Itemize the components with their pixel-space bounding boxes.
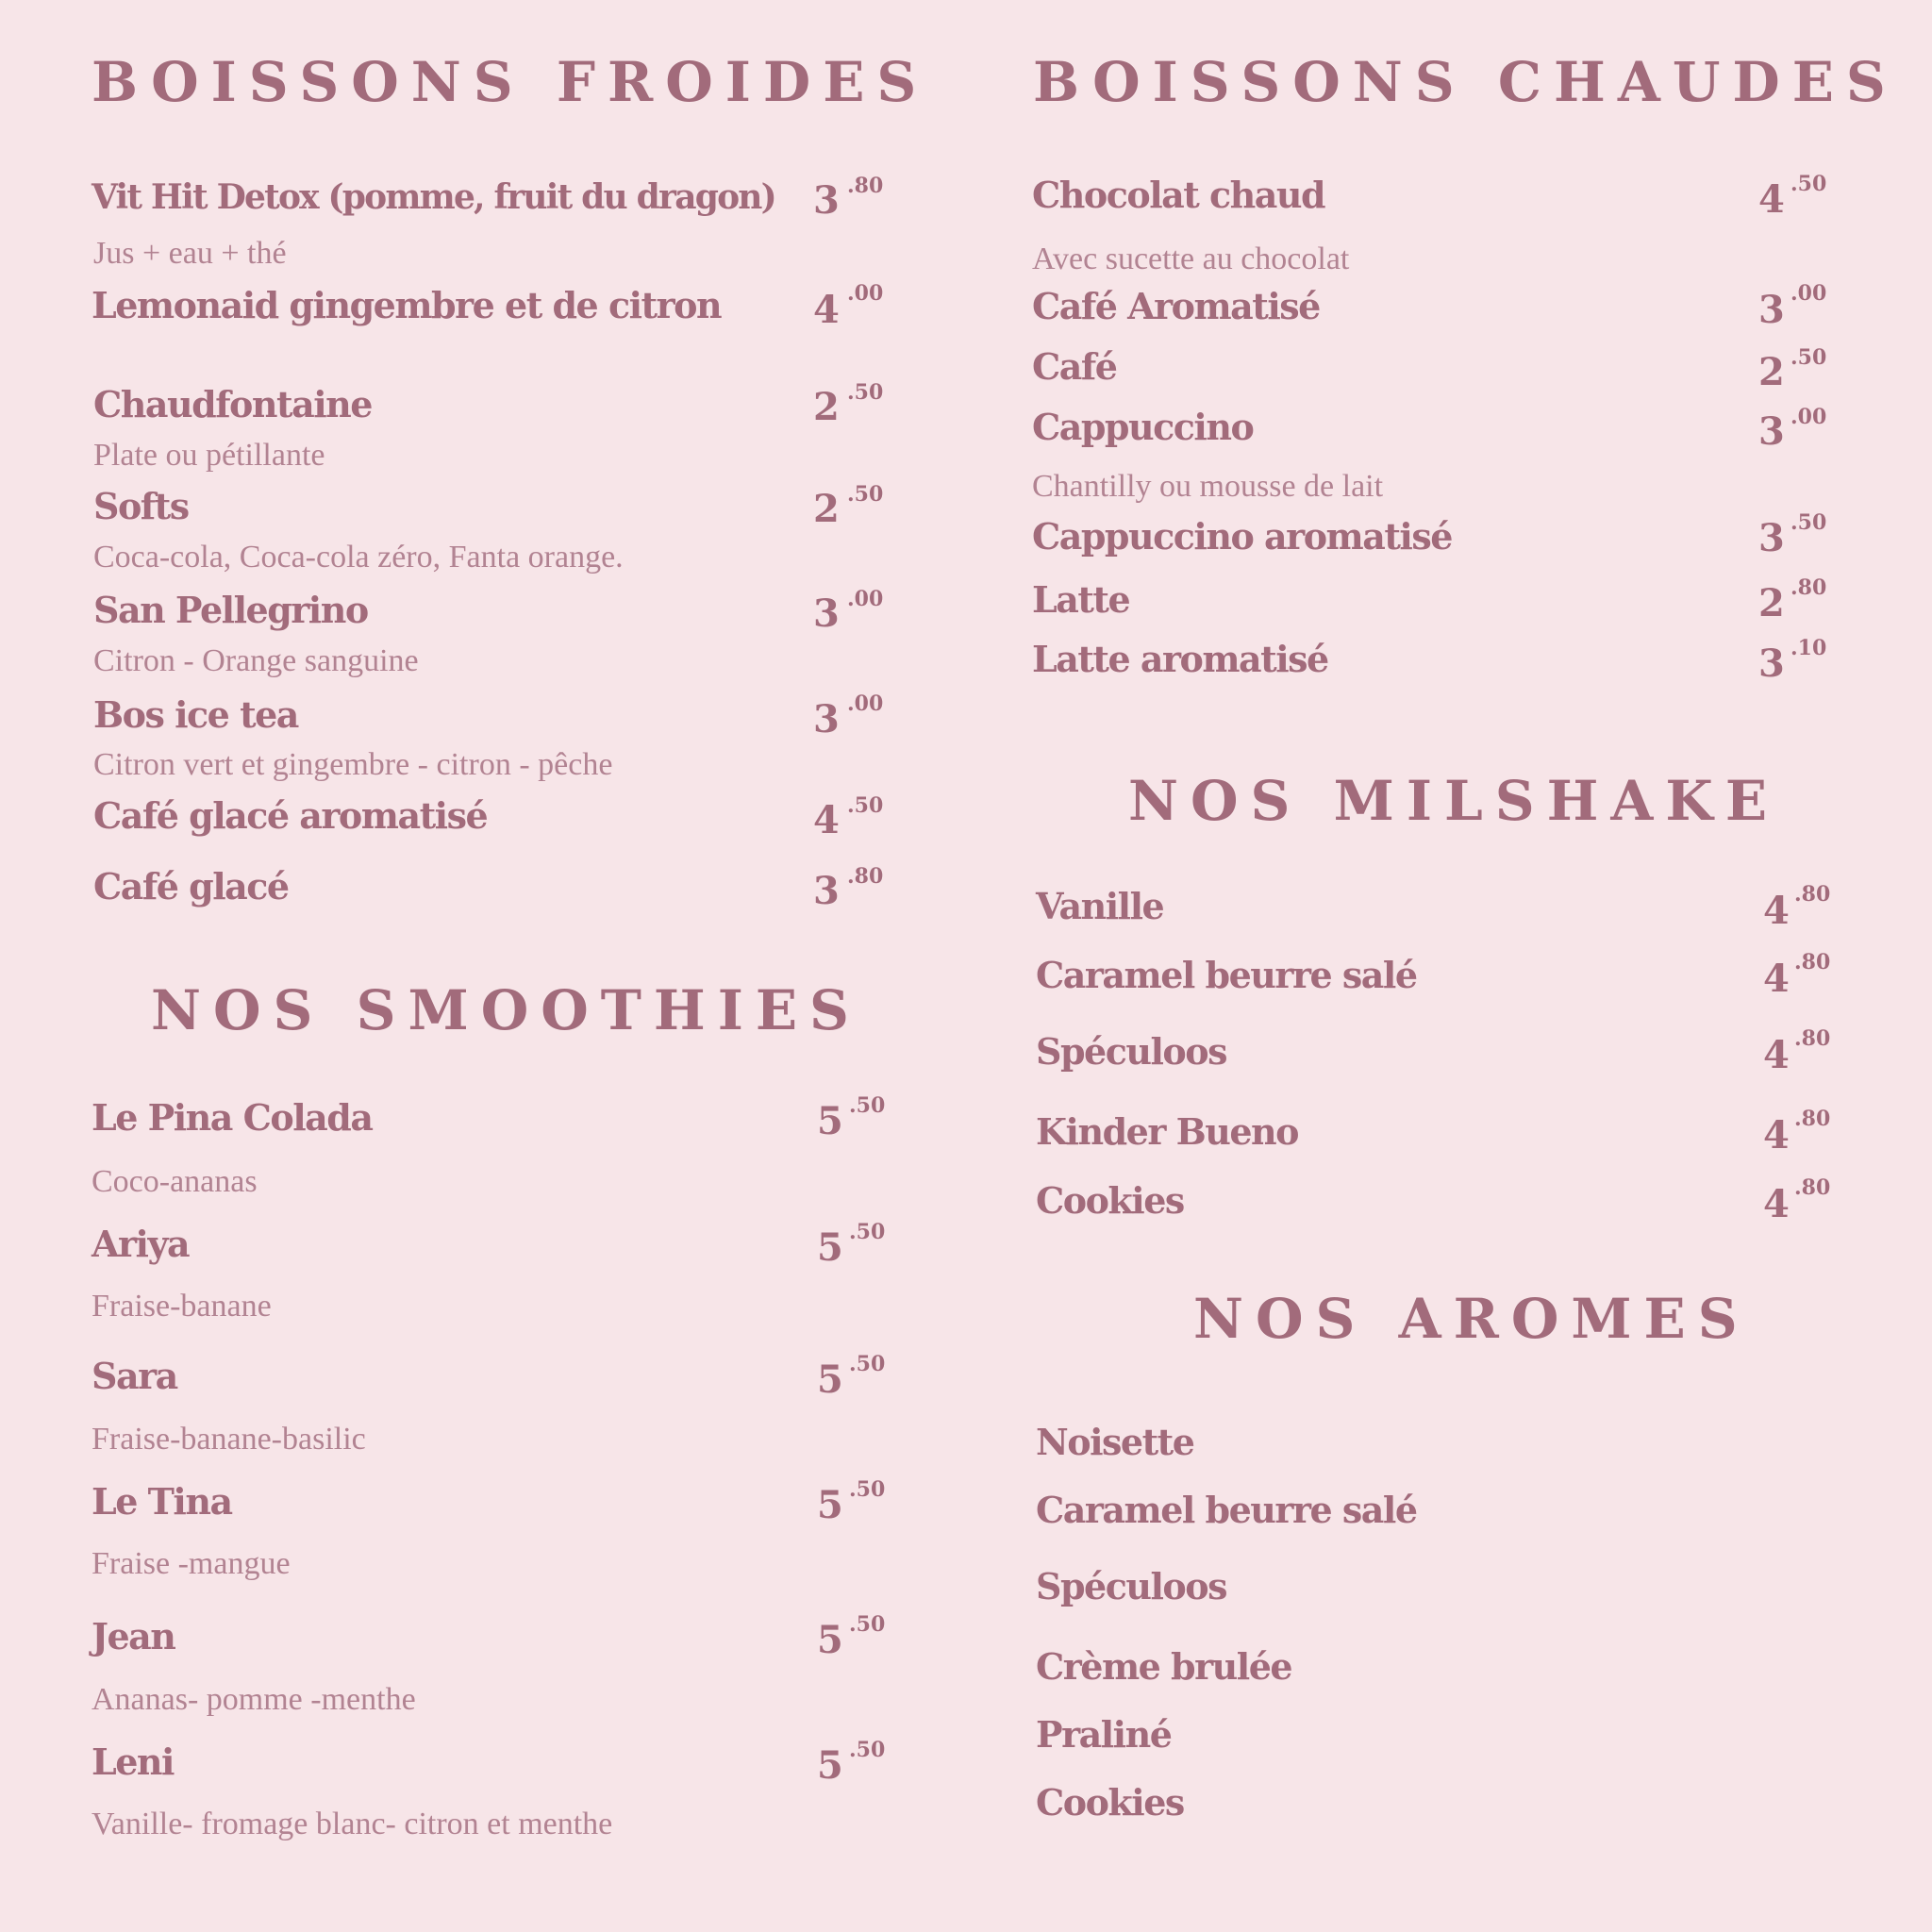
menu-item-name: Le Tina — [92, 1480, 232, 1523]
menu-item-description: Fraise -mangue — [92, 1546, 291, 1581]
section-title-nos-aromes: NOS AROMES — [1193, 1287, 1750, 1351]
menu-item-price: 4 — [1763, 889, 1790, 933]
menu-item-price: 5 — [817, 1225, 843, 1270]
menu-item-price-cents: .80 — [1794, 1175, 1831, 1200]
flavor-item: Noisette — [1036, 1421, 1194, 1463]
menu-item-name: San Pellegrino — [93, 589, 368, 631]
menu-item-price: 3 — [1758, 288, 1785, 332]
menu-item-name: Vit Hit Detox (pomme, fruit du dragon) — [92, 177, 775, 217]
menu-item-name: Cappuccino aromatisé — [1032, 515, 1452, 558]
menu-item-price-cents: .80 — [847, 864, 884, 889]
menu-item-name: Vanille — [1036, 885, 1164, 927]
menu-item-price: 5 — [817, 1618, 843, 1662]
menu-item-price-cents: .50 — [847, 380, 884, 405]
menu-item-name: Leni — [92, 1740, 174, 1783]
menu-item-description: Citron - Orange sanguine — [93, 643, 419, 678]
menu-item-price: 4 — [1763, 1033, 1790, 1077]
section-title-nos-smoothies: NOS SMOOTHIES — [151, 978, 861, 1042]
menu-item-price-cents: .50 — [849, 1352, 886, 1376]
menu-item-price: 5 — [817, 1743, 843, 1788]
menu-item-price: 5 — [817, 1357, 843, 1402]
menu-item-name: Bos ice tea — [93, 693, 298, 736]
menu-item-price: 2 — [813, 487, 840, 531]
menu-item-price: 3 — [813, 869, 840, 913]
menu-item-price-cents: .50 — [849, 1093, 886, 1118]
menu-item-price-cents: .00 — [847, 587, 884, 611]
menu-item-name: Café glacé aromatisé — [93, 794, 488, 837]
menu-item-name: Jean — [92, 1615, 175, 1657]
menu-item-price: 4 — [813, 288, 840, 332]
menu-item-price-cents: .50 — [849, 1220, 886, 1244]
menu-item-name: Cappuccino — [1032, 406, 1254, 448]
menu-item-price-cents: .80 — [1794, 1026, 1831, 1051]
menu-item-price: 4 — [1758, 177, 1785, 222]
menu-item-description: Chantilly ou mousse de lait — [1032, 469, 1384, 504]
menu-item-name: Spéculoos — [1036, 1030, 1226, 1073]
menu-item-name: Kinder Bueno — [1036, 1110, 1298, 1153]
menu-item-name: Le Pina Colada — [92, 1096, 373, 1139]
menu-item-price-cents: .50 — [847, 793, 884, 818]
flavor-item: Crème brulée — [1036, 1645, 1292, 1688]
menu-item-price: 3 — [813, 697, 840, 741]
menu-item-description: Fraise-banane — [92, 1289, 272, 1324]
menu-item-price: 2 — [1758, 581, 1785, 625]
menu-item-name: Café Aromatisé — [1032, 285, 1320, 327]
menu-item-description: Avec sucette au chocolat — [1032, 242, 1350, 276]
menu-item-name: Lemonaid gingembre et de citron — [92, 284, 722, 326]
menu-item-price: 3 — [813, 591, 840, 636]
menu-item-price-cents: .00 — [847, 691, 884, 716]
menu-item-price-cents: .50 — [849, 1477, 886, 1502]
menu-item-description: Coca-cola, Coca-cola zéro, Fanta orange. — [93, 540, 624, 575]
menu-item-description: Plate ou pétillante — [93, 438, 325, 473]
flavor-item: Cookies — [1036, 1781, 1184, 1824]
menu-item-name: Chaudfontaine — [93, 383, 372, 425]
menu-item-price: 5 — [817, 1483, 843, 1527]
menu-item-name: Café glacé — [93, 865, 289, 908]
flavor-item: Praliné — [1036, 1713, 1172, 1756]
menu-item-description: Ananas- pomme -menthe — [92, 1682, 416, 1717]
menu-item-price: 3 — [1758, 516, 1785, 560]
menu-item-price-cents: .00 — [1790, 405, 1827, 429]
menu-item-price-cents: .00 — [847, 281, 884, 306]
menu-item-name: Sara — [92, 1355, 177, 1397]
menu-item-price-cents: .50 — [1790, 510, 1827, 535]
menu-item-price: 5 — [817, 1099, 843, 1143]
flavor-item: Caramel beurre salé — [1036, 1489, 1417, 1531]
menu-item-description: Coco-ananas — [92, 1164, 258, 1199]
menu-item-price-cents: .50 — [847, 482, 884, 507]
menu-item-description: Jus + eau + thé — [93, 236, 287, 271]
menu-item-price-cents: .80 — [1790, 575, 1827, 600]
menu-item-price-cents: .80 — [1794, 1107, 1831, 1131]
menu-item-description: Vanille- fromage blanc- citron et menthe — [92, 1807, 613, 1841]
menu-item-name: Chocolat chaud — [1032, 174, 1325, 216]
menu-item-name: Softs — [93, 485, 189, 527]
menu-item-price: 4 — [1763, 1182, 1790, 1226]
menu-item-name: Caramel beurre salé — [1036, 954, 1417, 996]
menu-item-price: 4 — [1763, 957, 1790, 1001]
section-title-boissons-froides: BOISSONS FROIDES — [92, 50, 929, 114]
menu-item-price: 2 — [813, 385, 840, 429]
menu-item-price: 3 — [1758, 641, 1785, 686]
menu-item-price: 3 — [1758, 409, 1785, 454]
menu-item-price-cents: .00 — [1790, 281, 1827, 306]
menu-item-price-cents: .80 — [847, 174, 884, 198]
menu-item-price: 3 — [813, 178, 840, 223]
flavor-item: Spéculoos — [1036, 1565, 1226, 1607]
menu-item-name: Cookies — [1036, 1179, 1184, 1222]
section-title-boissons-chaudes: BOISSONS CHAUDES — [1033, 50, 1898, 114]
menu-item-name: Café — [1032, 345, 1117, 388]
menu-item-name: Latte — [1032, 578, 1130, 621]
menu-item-price: 4 — [1763, 1113, 1790, 1158]
menu-item-price-cents: .80 — [1794, 882, 1831, 907]
menu-item-price-cents: .50 — [849, 1612, 886, 1637]
menu-item-description: Citron vert et gingembre - citron - pêche — [93, 747, 613, 782]
menu-item-price: 2 — [1758, 350, 1785, 394]
section-title-nos-milshake: NOS MILSHAKE — [1128, 769, 1780, 833]
menu-item-price-cents: .50 — [1790, 345, 1827, 370]
menu-item-name: Latte aromatisé — [1032, 638, 1328, 680]
menu-item-price-cents: .10 — [1790, 636, 1827, 660]
menu-item-price-cents: .50 — [849, 1738, 886, 1762]
menu-item-price-cents: .50 — [1790, 172, 1827, 196]
menu-item-name: Ariya — [92, 1223, 190, 1265]
menu-item-price: 4 — [813, 798, 840, 842]
menu-item-price-cents: .80 — [1794, 950, 1831, 974]
menu-item-description: Fraise-banane-basilic — [92, 1422, 366, 1457]
